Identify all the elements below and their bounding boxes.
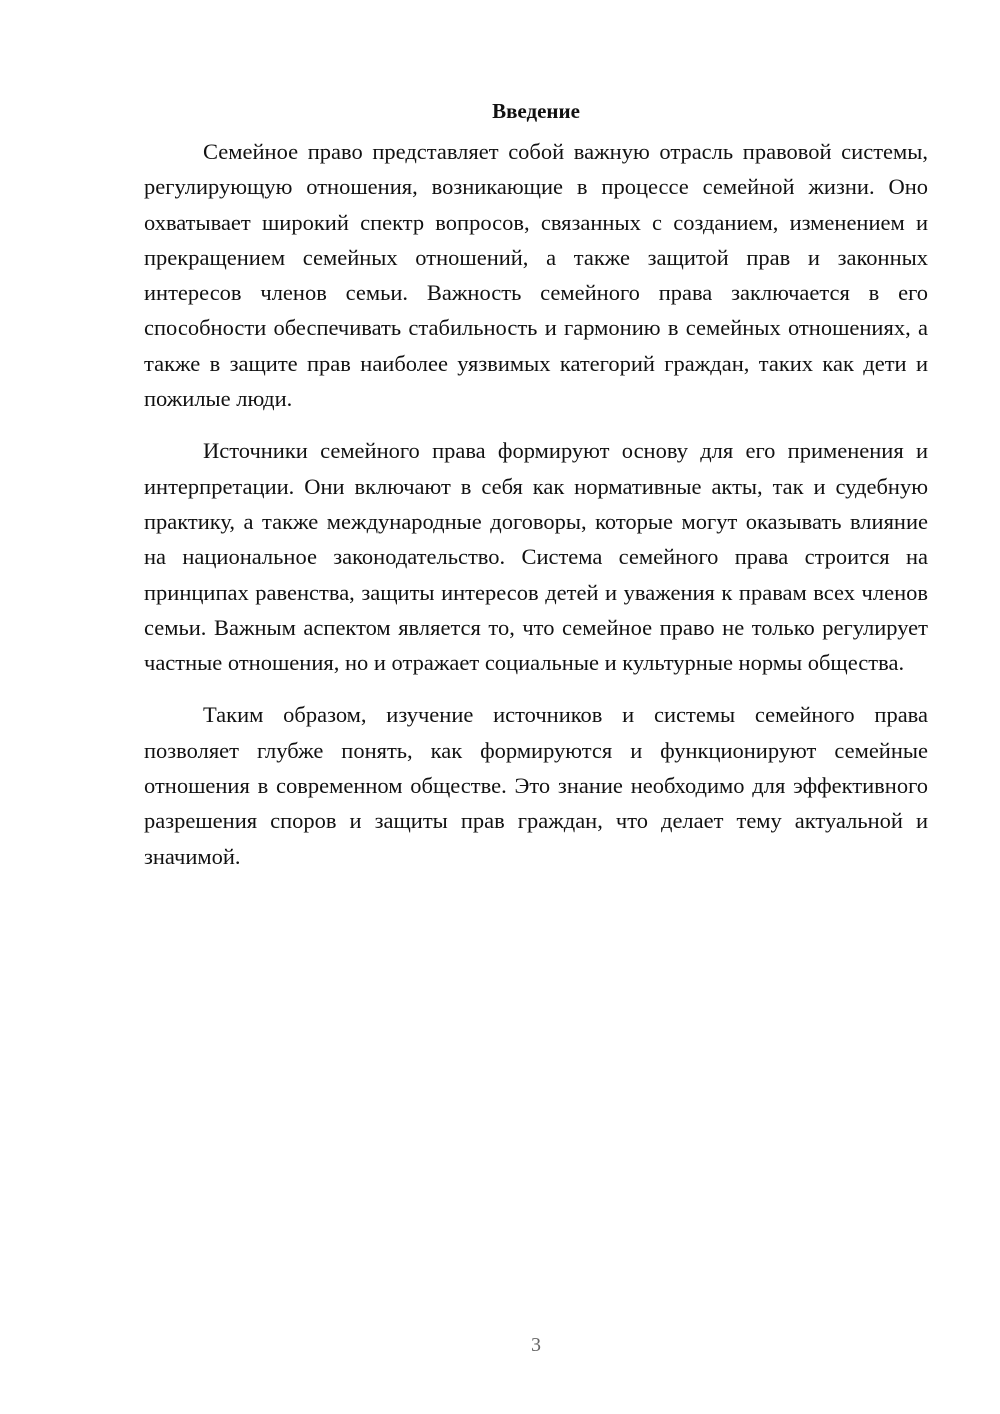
section-title: Введение [492,99,580,123]
paragraph-1: Семейное право представляет собой важную отрасль правовой системы, регулирующую отношения, возникающие в процессе семейной жизни. Оно охватывает широкий спектр вопросов, связанных с созданием, изменением и прекращением семейных отношений, а также защитой прав и законных интересов членов семьи. Важность семейного права заключается в его способности обеспечивать стабильность и гармонию в семейных отношениях, а также в защите прав наиболее уязвимых категорий граждан, таких как дети и пожилые люди. [144,139,928,412]
paragraph-3: Таким образом, изучение источников и системы семейного права позволяет глубже понять, как формируются и функционируют семейные отношения в современном обществе. Это знание необходимо для эффективного разрешения споров и защиты прав граждан, что делает тему актуальной и значимой. [144,702,928,869]
paragraph-2: Источники семейного права формируют основу для его применения и интерпретации. Они включают в себя как нормативные акты, так и судебную практику, а также международные договоры, которые могут оказывать влияние на национальное законодательство. Система семейного права строится на принципах равенства, защиты интересов детей и уважения к правам всех членов семьи. Важным аспектом является то, что семейное право не только регулирует частные отношения, но и отражает социальные и культурные нормы общества. [144,438,928,676]
page-content [144,94,928,891]
page-number: 3 [531,1334,541,1356]
